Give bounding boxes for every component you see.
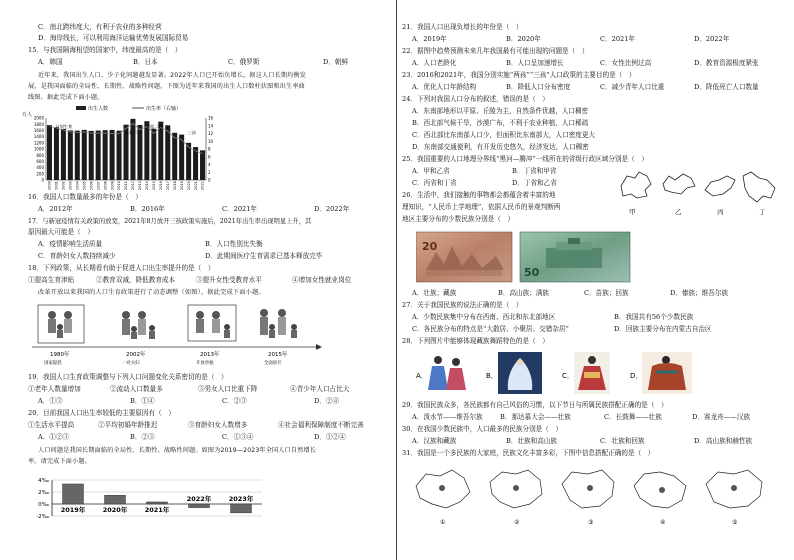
q18-item-2: ②教育双减，降低教育成本: [96, 276, 176, 284]
banknote-images: [416, 230, 636, 286]
ethnic-mini-maps: [412, 464, 778, 534]
x-tick-label: 2022年: [186, 495, 212, 503]
bar-birth-population: [47, 125, 52, 180]
x-tick-label: 2011: [124, 181, 129, 190]
y2-tick-label: 8: [208, 146, 211, 152]
y-tick-label: 4‰: [38, 478, 49, 484]
x-tick-label: 2022: [200, 181, 205, 190]
x-tick-label: 2016: [158, 181, 163, 190]
bar-birth-population: [54, 127, 59, 180]
x-tick-label: 2003: [68, 181, 73, 190]
dance-a: [416, 356, 466, 390]
banknote-50-value: 50: [524, 266, 540, 279]
q22-option-b: B．人口呈加速增长: [506, 59, 564, 67]
policy-annotation: 单独二孩: [124, 130, 142, 135]
q15-option-d: D．朝鲜: [323, 58, 349, 66]
policy-label-2013: 2013年: [200, 352, 220, 358]
q20-stem: 20．目前我国人口出生率较低的主要原因有（ ）: [28, 409, 175, 417]
province-yi-map: [663, 174, 695, 216]
mini-map-1-number: ①: [440, 519, 446, 526]
dance-option-d-label: D．: [630, 372, 643, 380]
y-tick-label: 2000: [33, 115, 44, 121]
natural-growth-rate-chart: [26, 472, 276, 530]
q19-stem: 19．我国人口生育政策调整与下列人口问题变化关系密切的是（ ）: [28, 373, 228, 381]
q17-option-c: C．育龄妇女人数持续减少: [38, 252, 116, 260]
q26-stem-3: 地区主要分布的少数民族分别是（ ）: [402, 215, 515, 223]
q20-item-1: ①生活水平提高: [28, 421, 75, 429]
bar-birth-population: [96, 131, 101, 180]
dance-b: [486, 352, 542, 394]
q24-option-a: A．东南部地形以平原、丘陵为主，自然条件优越，人口稠密: [412, 107, 589, 115]
mini-map-2: [490, 470, 542, 526]
q26-stem-1: 26．生活中，我们接触的事物都会都蕴含着丰富的地: [402, 191, 556, 199]
x-tick-label: 2021: [193, 181, 198, 190]
policy-annotation: 全面二孩: [145, 124, 163, 129]
q23-option-a: A．优化人口年龄结构: [412, 83, 477, 91]
q25-option-c: C．丙省和丁省: [412, 179, 457, 187]
x-tick-label: 2018: [172, 181, 177, 190]
q20-item-3: ③育龄妇女人数增多: [188, 421, 248, 429]
q27-option-a: A．少数民族集中分布在西南、西北和东北部地区: [412, 313, 556, 321]
column-divider: [396, 0, 397, 560]
x-tick-label: 2021年: [144, 506, 170, 514]
bar-birth-population: [165, 125, 170, 180]
x-tick-label: 2010: [117, 181, 122, 190]
bar-birth-population: [117, 131, 122, 180]
y-tick-label: 600: [36, 159, 44, 164]
x-tick-label: 2013: [138, 181, 143, 190]
q19-item-3: ③男女人口比重下降: [198, 385, 258, 393]
map-label-yi: 乙: [675, 208, 682, 216]
q30-option-a: A．汉族和藏族: [412, 437, 457, 445]
q21-option-d: D．2022年: [694, 35, 730, 43]
q14-option-d: D．海岸线长，可以利用海洋运输优势发展国际贸易: [38, 34, 189, 42]
map-label-jia: 甲: [629, 208, 636, 216]
q19-item-4: ④青少年人口占比大: [290, 385, 350, 393]
policy-sub-2015: 全面放开: [264, 361, 282, 366]
province-bing-map: [705, 176, 735, 216]
q17-stem-2: 原因最大可能是（ ）: [28, 228, 94, 236]
q19-item-2: ②流动人口数量多: [110, 385, 163, 393]
y-tick-label: 1400: [33, 134, 44, 140]
q29-option-d: D．赛龙舟——汉族: [692, 413, 751, 421]
q17-option-d: D．此期间医疗生育需求已基本释放完毕: [205, 252, 323, 260]
q30-stem: 30．在我国少数民族中，人口最多的民族分别是（ ）: [402, 425, 563, 433]
q22-option-a: A．人口老龄化: [412, 59, 457, 67]
dance-option-c-label: C．: [562, 372, 574, 380]
x-tick-label: 2019年: [60, 506, 86, 514]
x-tick-label: 2005: [82, 181, 87, 190]
q18-item-3: ③提升女性受教育水平: [196, 276, 262, 284]
policy-family-2015: [260, 309, 297, 338]
q18-items: [28, 277, 382, 285]
bar-birth-population: [172, 133, 177, 180]
y-tick-label: 200: [36, 171, 44, 177]
province-ding-map: [743, 172, 775, 216]
policy-label-2002: 2002年: [126, 352, 146, 358]
q27-stem: 27．关于我国民族的说法正确的是（ ）: [402, 301, 523, 309]
y2-tick-label: 0: [208, 177, 211, 183]
q25-option-b: B．丁省和甲省: [512, 167, 557, 175]
x-tick-label: 2004: [75, 181, 80, 190]
q30-option-c: C．壮族和回族: [600, 437, 645, 445]
policy-family-2013: [188, 305, 236, 341]
q15-options: [38, 59, 403, 67]
q26-option-c: C．苗族；回族: [584, 289, 629, 297]
q16-option-a: A．2012年: [38, 205, 73, 213]
policy-annotation: 计划生育: [55, 124, 73, 129]
q22-option-c: C．女性比例过高: [600, 59, 652, 67]
bar-growth-rate: [147, 502, 168, 504]
dance-option-b-label: B．: [486, 372, 498, 380]
q26-option-d: D．傣族；维吾尔族: [670, 289, 729, 297]
q22-stem: 22．据图中趋势预测未来几年我国最有可能出现的问题是（ ）: [402, 47, 589, 55]
x-tick-label: 2023年: [228, 495, 254, 503]
y-tick-label: 800: [36, 152, 44, 158]
q15-stem: 15．与我国隔海相望的国家中，纬度最高的是（ ）: [28, 46, 182, 54]
mini-map-5-number: ⑤: [732, 519, 738, 526]
q29-option-a: A．泼水节——维吾尔族: [412, 413, 483, 421]
banknote-20-yuan: [416, 232, 512, 282]
y2-tick-label: 12: [208, 131, 214, 137]
legend-line-label: 出生率（右轴）: [146, 106, 182, 112]
q19-option-a: A．①③: [38, 397, 63, 405]
q15-option-a: A．韩国: [38, 58, 63, 66]
bar-birth-population: [68, 130, 73, 180]
bar-birth-population: [158, 122, 163, 180]
q16-options: [38, 206, 394, 214]
banknote-20-value: 20: [422, 240, 438, 253]
bar-growth-rate: [189, 504, 210, 508]
q30-option-d: D．高山族和赫哲族: [694, 437, 753, 445]
dance-c: [562, 352, 610, 394]
y2-tick-label: 14: [208, 123, 214, 129]
bar-birth-population: [89, 131, 94, 180]
q16-option-d: D．2022年: [314, 205, 350, 213]
policy-sub-1980: 国家提倡: [44, 361, 62, 366]
mini-map-1: [416, 470, 470, 526]
bar-birth-population: [82, 130, 87, 180]
bar-birth-population: [200, 150, 205, 180]
legend-bar-label: 出生人数: [88, 106, 109, 112]
y-tick-label: 1000: [33, 146, 44, 152]
mini-map-3: [562, 470, 614, 526]
timeline-arrow-icon: [316, 344, 322, 350]
policy-family-2002: [122, 311, 155, 339]
q29-stem: 29．我国民族众多，各民族都有自己风俗的习惯，以下节日与所属民族搭配正确的是（ ）: [402, 401, 668, 409]
y-tick-label: 1200: [33, 140, 44, 146]
mini-map-4-number: ④: [660, 519, 666, 526]
y2-tick-label: 2: [208, 169, 211, 175]
x-tick-label: 2020年: [102, 506, 128, 514]
mini-map-3-number: ③: [588, 519, 594, 526]
dance-d: [630, 352, 692, 394]
x-tick-label: 2001: [54, 181, 59, 190]
y-tick-label: 2‰: [38, 490, 49, 496]
banknote-50-yuan: [520, 232, 630, 282]
q20-option-d: D．①②④: [314, 433, 346, 441]
q24-option-d: D．东南部交通便利，有开发历史悠久，经济发达，人口稠密: [412, 143, 589, 151]
q24-option-b: B．西北部气候干旱，沙漠广布，不利于农业种植，人口稀疏: [412, 119, 589, 127]
q30-option-b: B．壮族和高山族: [506, 437, 558, 445]
bar-birth-population: [151, 129, 156, 180]
bar-birth-population: [75, 131, 80, 180]
q20-option-a: A．①②③: [38, 433, 70, 441]
reading-3-line-2: 率。请完成下面小题。: [28, 458, 91, 465]
x-tick-label: 2006: [89, 181, 94, 190]
q23-option-d: D．降低死亡人口数量: [694, 83, 759, 91]
x-tick-label: 2015: [152, 181, 157, 190]
x-tick-label: 2007: [96, 181, 101, 190]
q18-item-1: ①提高生育津贴: [28, 276, 75, 284]
reading-1-line-3: 线图。据此完成下面小题。: [28, 94, 104, 101]
x-tick-label: 2020: [186, 181, 191, 190]
q16-option-c: C．2021年: [222, 205, 258, 213]
y-tick-label: -2‰: [36, 514, 49, 520]
y-tick-label: 1600: [33, 128, 44, 133]
y-tick-label: 1800: [33, 121, 44, 127]
bar-birth-population: [61, 129, 66, 180]
q20-option-b: B．②③: [130, 433, 155, 441]
q21-option-c: C．2021年: [600, 35, 636, 43]
y-tick-label: 0: [41, 177, 44, 183]
policy-sub-2002: 一对夫妇: [122, 361, 140, 366]
q22-option-d: D．教育资源极度紧张: [694, 59, 759, 67]
q20-option-c: C．①③④: [222, 433, 254, 441]
bar-growth-rate: [63, 484, 84, 504]
x-tick-label: 2009: [110, 181, 115, 190]
q27-option-c: C．各民族分布的特点是“大散居、小聚居、交错杂居”: [412, 325, 569, 333]
birth-policy-timeline-figure: [28, 301, 328, 371]
y-tick-label: 0‰: [38, 502, 49, 508]
bar-birth-population: [110, 130, 115, 180]
q21-option-b: B．2020年: [506, 35, 541, 43]
q15-option-c: C．俄罗斯: [228, 58, 260, 66]
q15-option-b: B．日本: [133, 58, 158, 66]
q19-options: [38, 398, 394, 406]
policy-annotation: 三孩: [187, 130, 196, 135]
q21-stem: 21．我国人口出现负增长的年份是（ ）: [402, 23, 523, 31]
y2-tick-label: 16: [208, 115, 214, 121]
x-tick-label: 2012: [131, 181, 136, 190]
mini-map-4: [634, 472, 686, 526]
q23-option-c: C．减少青年人口比重: [600, 83, 665, 91]
q20-item-4: ④社会福利保障制度不断完善: [278, 421, 364, 429]
reading-3-line-1: 人口问题是我国长期面临的全局性、长期性、战略性问题。如图为2019—2023年全国人口自然增长: [38, 447, 317, 454]
legend-bar-swatch: [76, 106, 86, 110]
bar-birth-population: [103, 130, 108, 180]
q30-options: [412, 438, 784, 446]
q24-stem: 24．下列对我国人口分布的叙述，错误的是（ ）: [402, 95, 549, 103]
q18-item-4: ④增加女性就业岗位: [292, 276, 352, 284]
x-tick-label: 2019: [179, 181, 184, 190]
x-tick-label: 2002: [61, 181, 66, 190]
q29-option-c: C．长鼓舞——壮族: [604, 413, 662, 421]
q21-option-a: A．2019年: [412, 35, 447, 43]
q20-items: [28, 422, 388, 430]
policy-label-2015: 2015年: [268, 352, 288, 358]
bar-birth-population: [144, 121, 149, 180]
q17-option-b: B．人口性别比失衡: [205, 240, 263, 248]
q24-option-c: C．西北部比东南部人口少，但面积比东南部大，人口密度更大: [412, 131, 596, 139]
q23-option-b: B．降低人口分布密度: [506, 83, 571, 91]
policy-sub-2013: 开放单独: [196, 361, 214, 366]
bar-growth-rate: [105, 495, 126, 504]
q31-stem: 31．我国是一个多民族的大家庭，民族文化丰富多彩，下图中信息搭配正确的是（ ）: [402, 449, 655, 457]
q26-option-a: A．壮族；藏族: [412, 289, 457, 297]
q25-stem: 25．我国重要的人口地理分界线“黑河—腾冲”一线所在的省级行政区域分别是（ ）: [402, 155, 648, 163]
reading-2: 改革开放以来我国的人口生育政策进行了动态调整（如图），据此完成下面小题。: [38, 289, 265, 296]
q20-item-2: ②平均初婚年龄推迟: [98, 421, 158, 429]
q29-option-b: B．那达慕大会——壮族: [500, 413, 571, 421]
q18-stem: 18．下列政策，从长期看有助于促进人口出生率提升的是（ ）: [28, 264, 215, 272]
q19-option-c: C．②③: [222, 397, 247, 405]
mini-map-5: [706, 470, 762, 526]
q27-option-b: B．我国共有56个少数民族: [614, 313, 694, 321]
x-tick-label: 2014: [145, 181, 150, 190]
q16-stem: 16．我国人口数量最多的年份是（ ）: [28, 193, 142, 201]
map-label-bing: 丙: [717, 208, 724, 216]
y-tick-label: 400: [36, 165, 44, 171]
q25-option-d: D．丁省和乙省: [512, 179, 557, 187]
dance-option-a-label: A．: [416, 372, 428, 380]
dance-images: [416, 350, 756, 398]
policy-label-1980: 1980年: [50, 352, 70, 358]
q20-options: [38, 434, 394, 442]
q19-option-d: D．②④: [314, 397, 340, 405]
x-tick-label: 2017: [165, 181, 170, 190]
reading-1-line-1: 近年来，我国出生人口、少子化问题越发显著。2022年人口已开始负增长，据这人口长期均衡发: [38, 72, 307, 79]
x-tick-label: 2000: [47, 181, 52, 190]
mini-map-2-number: ②: [514, 519, 520, 526]
q19-option-b: B．①④: [130, 397, 155, 405]
y2-tick-label: 10: [208, 138, 214, 144]
q23-stem: 23．2016和2021年，我国分别实施“两孩”“三孩”人口政策的主要目的是（ ）: [402, 71, 636, 79]
q26-stem-2: 理知识，“人民币上学地理”，依据人民币的景观判断两: [402, 203, 561, 211]
q17-stem-1: 17．与新冠疫情有关政策的放宽，2021年8月放开三孩政策实施后，2021年出生率出现明显上升，其: [28, 218, 312, 225]
q16-option-b: B．2016年: [130, 205, 165, 213]
map-label-ding: 丁: [759, 208, 766, 216]
y2-tick-label: 6: [208, 154, 211, 160]
q26-options: [412, 290, 770, 298]
y-axis-unit-label: 万人: [22, 112, 33, 118]
q27-option-d: D．回族主要分布在内蒙古自治区: [614, 325, 712, 333]
q25-option-a: A．甲和乙省: [412, 167, 450, 175]
birth-population-chart: [20, 104, 230, 190]
q19-items: [28, 386, 380, 394]
q26-option-b: B．高山族；满族: [498, 289, 550, 297]
bar-birth-population: [130, 119, 135, 180]
q17-option-a: A．疫情影响生活质量: [38, 240, 103, 248]
q14-option-c: C．南北跨纬度大，有利于农业的多种经营: [38, 23, 162, 31]
q21-options: [412, 36, 774, 44]
q23-options: [412, 84, 784, 92]
q22-options: [412, 60, 784, 68]
x-tick-label: 2008: [103, 181, 108, 190]
bar-growth-rate: [231, 504, 252, 513]
q28-stem: 28．下列图片中能够体现藏族舞蹈特色的是（ ）: [402, 337, 549, 345]
y2-tick-label: 4: [208, 162, 211, 168]
policy-family-1980: [38, 305, 84, 343]
reading-1-line-2: 展，是我国面临的全局性、长期性、战略性问题。下图为近年来我国的出生人口数柱状图和出生率曲: [28, 83, 305, 90]
province-jia-map: [621, 172, 651, 216]
province-outline-maps: [617, 168, 782, 218]
q29-options: [412, 414, 772, 422]
q19-item-1: ①老年人数量增加: [28, 385, 81, 393]
